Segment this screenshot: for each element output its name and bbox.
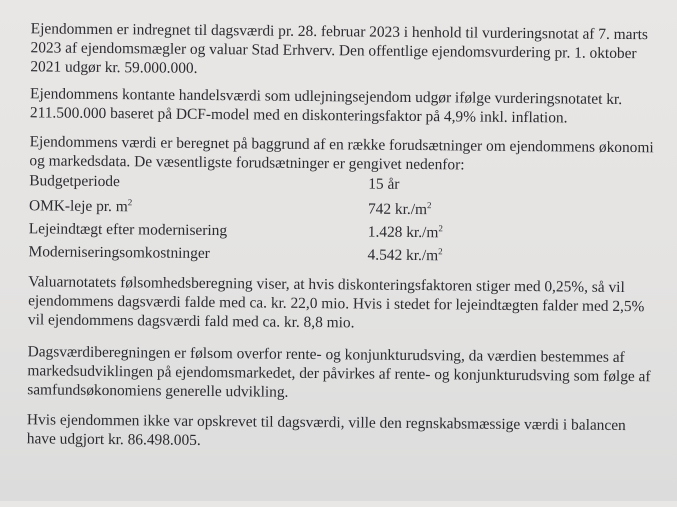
assumption-label: Lejeindtægt efter modernisering <box>28 220 228 240</box>
assumption-row-modernisation-costs <box>28 243 628 271</box>
assumption-row-budget-period <box>29 172 629 200</box>
paragraph-market-value: Ejendommens kontante handelsværdi som udlejningsejendom udgør ifølge vurderingsnotatet kr. 211.500.000 baseret på DCF-model med en diskonteringsfaktor på 4,9% inkl. inflation. <box>29 85 623 127</box>
assumption-value: 4.542 $kr./m^2$ <box>367 246 443 265</box>
paragraph-assumptions-intro: Ejendommens værdi er beregnet på baggrund af en række forudsætninger om ejendommens økonomi og markedsdata. De væsentligste forudsætninger er gengivet nedenfor: <box>29 133 654 174</box>
paragraph-rate-sensitivity: Dagsværdiberegningen er følsom overfor rente- og konjunkturudsving, da værdien bestemmes af markedsudviklingen på ejendomsmarkedet, der påvirkes af rente- og konjunkturudsving som følge af samfundsøkonomiens generelle udvikling. <box>27 343 651 401</box>
assumption-label: Moderniseringsomkostninger <box>28 243 210 263</box>
paragraph-valuation-basis: Ejendommen er indregnet til dagsværdi pr. 28. februar 2023 i henhold til vurderingsnotat af 7. marts 2023 af ejendomsmægler og valuar Stad Erhverv. Den offentlige ejendomsvurdering pr. 1. oktober 2021 udgør kr. 59.000.000. <box>30 20 648 77</box>
assumption-value: 742 $kr./m^2$ <box>367 200 432 219</box>
paragraph-sensitivity: Valuarnotatets følsomhedsberegning viser, at hvis diskonteringsfaktoren stiger med 0,25%, så vil ejendommens dagsværdi falde med ca. kr. 22,0 mio. Hvis i stedet for lejeindtægten falder med 2,5% vil ejendommens dagsværdi fald med ca. kr. 8,8 mio. <box>27 273 645 332</box>
assumption-value: 1.428 $kr./m^2$ <box>367 223 443 242</box>
assumption-value: 15 år <box>368 175 400 193</box>
paragraph-historical-cost: Hvis ejendommen ikke var opskrevet til dagsværdi, ville den regnskabsmæssige værdi i balancen have udgjort kr. 86.498.005. <box>26 411 626 449</box>
assumption-label: OMK-leje pr. $m^2$ <box>28 197 133 216</box>
assumption-label: Budgetperiode <box>29 172 120 191</box>
